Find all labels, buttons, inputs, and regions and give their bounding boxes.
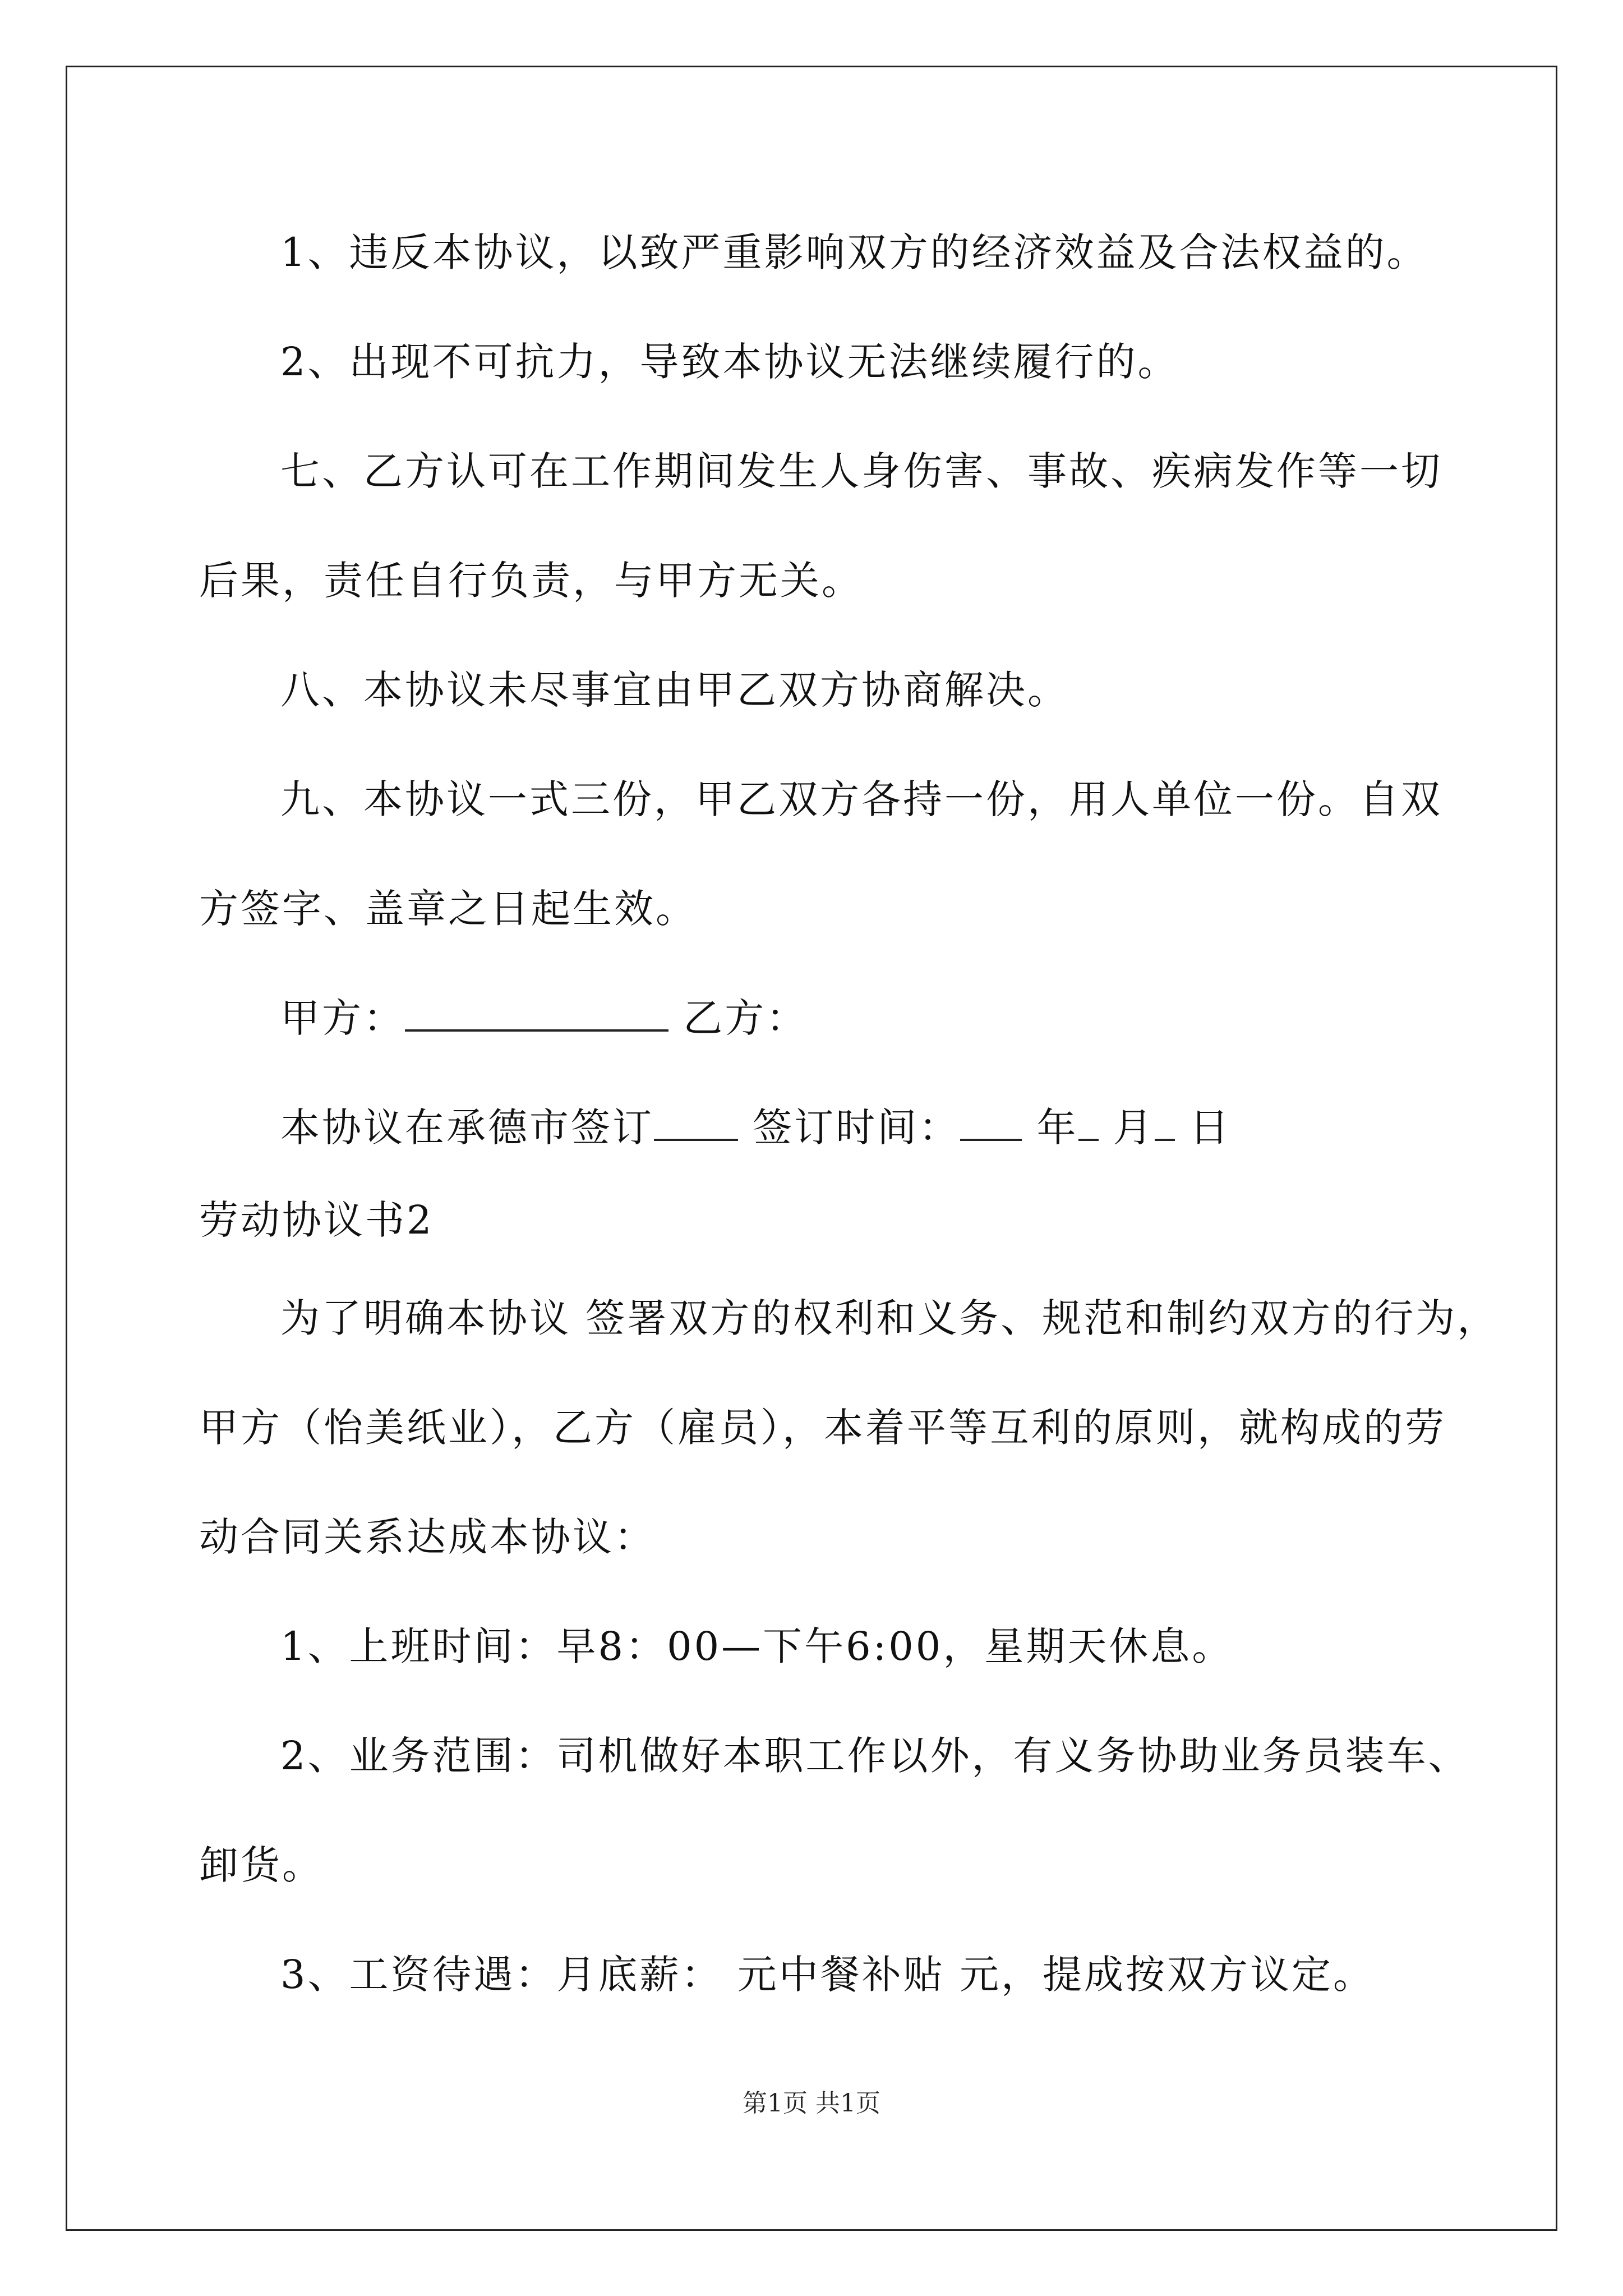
party-b-label: 乙方： <box>683 995 808 1041</box>
paragraph-line: 2、出现不可抗力，导致本协议无法继续履行的。 <box>280 339 1179 385</box>
paragraph-line: 九、本协议一式三份，甲乙双方各持一份，用人单位一份。自双 <box>280 776 1442 822</box>
signing-place: 本协议在承德市签订 <box>280 1105 654 1151</box>
year-label: 年 <box>1036 1105 1078 1151</box>
page-footer: 第1页 共1页 <box>743 2089 880 2118</box>
paragraph-line: 为了明确本协议 签署双方的权利和义务、规范和制约双方的行为， <box>280 1295 1499 1341</box>
paragraph-line: 2、业务范围：司机做好本职工作以外，有义务协助业务员装车、 <box>280 1733 1470 1779</box>
signing-time-label: 签订时间： <box>753 1105 961 1151</box>
paragraph-line: 1、上班时间：早8：00—下午6:00，星期天休息。 <box>280 1623 1234 1669</box>
signature-line <box>280 993 808 1043</box>
month-label: 月 <box>1113 1105 1155 1151</box>
paragraph-line: 八、本协议未尽事宜由甲乙双方协商解决。 <box>280 667 1069 713</box>
year-blank <box>960 1104 1022 1141</box>
party-a-blank <box>405 995 668 1032</box>
paragraph-line: 甲方（怡美纸业），乙方（雇员），本着平等互利的原则，就构成的劳 <box>199 1405 1446 1451</box>
paragraph-line: 动合同关系达成本协议： <box>199 1514 656 1560</box>
signing-line <box>280 1102 1231 1153</box>
place-blank <box>654 1104 738 1141</box>
day-label: 日 <box>1189 1105 1232 1151</box>
paragraph-line: 卸货。 <box>199 1842 324 1888</box>
section-title: 劳动协议书2 <box>199 1197 434 1243</box>
paragraph-line: 3、工资待遇：月底薪： 元中餐补贴 元，提成按双方议定。 <box>280 1952 1375 1998</box>
month-blank <box>1078 1104 1099 1141</box>
paragraph-line: 方签字、盖章之日起生效。 <box>199 886 697 932</box>
day-blank <box>1155 1104 1175 1141</box>
party-a-label: 甲方： <box>280 995 405 1041</box>
paragraph-line: 七、乙方认可在工作期间发生人身伤害、事故、疾病发作等一切 <box>280 448 1442 494</box>
paragraph-line: 后果，责任自行负责，与甲方无关。 <box>199 558 863 604</box>
paragraph-line: 1、违反本协议，以致严重影响双方的经济效益及合法权益的。 <box>280 229 1428 275</box>
